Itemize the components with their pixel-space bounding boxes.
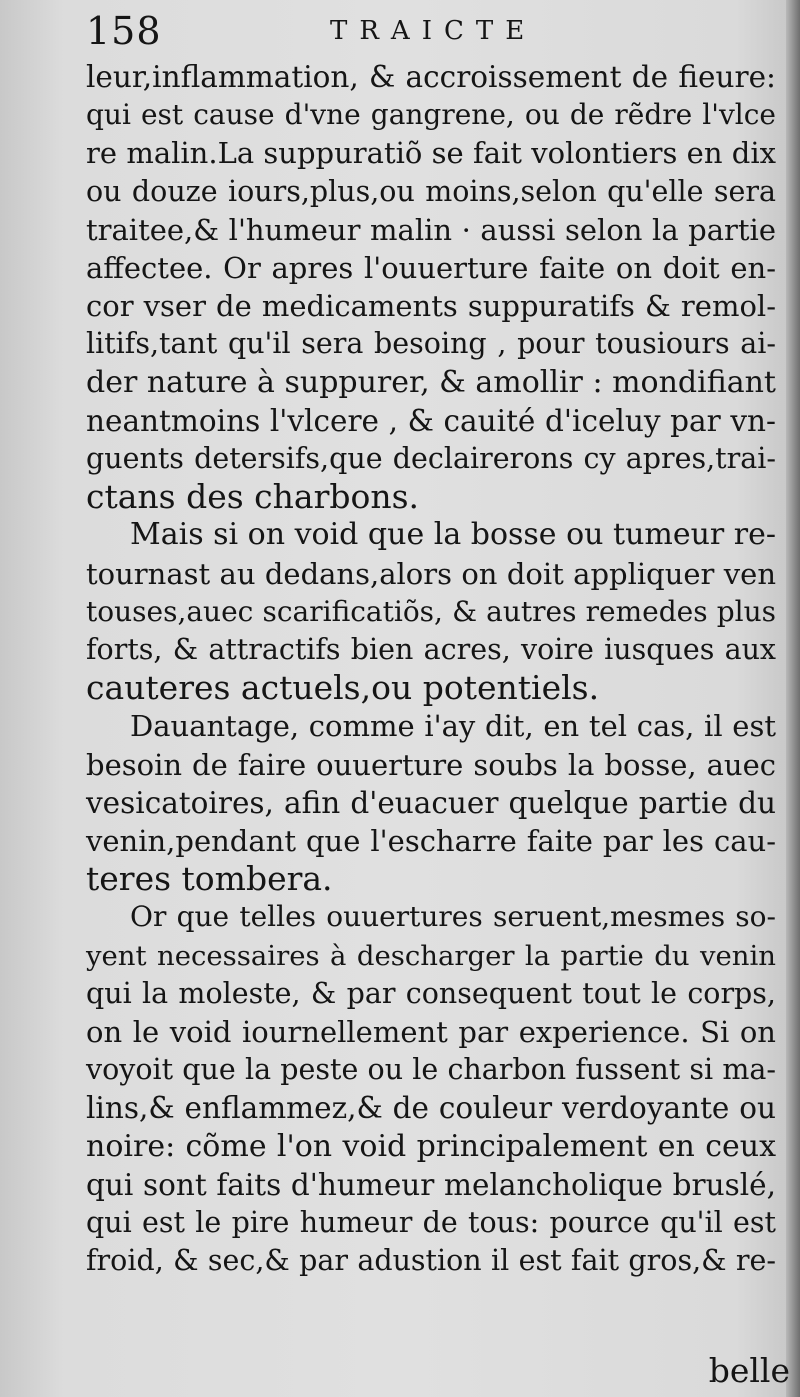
text-line: Mais si on void que la bosse ou tumeur re-: [130, 517, 777, 553]
text-line: ou douze iours,plus,ou moins,selon qu'elle sera: [86, 174, 776, 208]
text-line: froid, & sec,& par adustion il est fait gros,& re-: [86, 1244, 776, 1278]
text-line: neantmoins l'vlcere , & cauité d'iceluy par vn-: [86, 403, 776, 438]
text-line: guents detersifs,que declairerons cy apres,trai-: [86, 442, 776, 476]
text-line: teres tombera.: [86, 859, 333, 899]
text-body: [86, 58, 776, 1281]
text-line: on le void iournellement par experience. Si on: [86, 1015, 776, 1050]
text-line: leur,inflammation, & accroissement de fieure:: [86, 60, 776, 94]
page-gutter-shadow: [786, 0, 800, 1397]
text-line: Or que telles ouuertures seruent,mesmes so-: [130, 900, 776, 934]
text-line: affectee. Or apres l'ouuerture faite on doit en-: [86, 251, 776, 286]
text-line: yent necessaires à descharger la partie du venin: [86, 939, 776, 972]
text-line: cauteres actuels,ou potentiels.: [86, 668, 600, 708]
text-line: qui est le pire humeur de tous: pource qu'il est: [86, 1206, 776, 1240]
text-line: voyoit que la peste ou le charbon fussent si ma-: [86, 1053, 776, 1087]
text-line: qui la moleste, & par consequent tout le corps,: [86, 976, 776, 1010]
text-line: venin,pendant que l'escharre faite par les cau-: [86, 824, 776, 859]
text-line: noire: cõme l'on void principalement en ceux: [86, 1128, 776, 1164]
paragraph-4: [86, 898, 776, 1280]
text-line: lins,& enflammez,& de couleur verdoyante ou: [86, 1091, 776, 1126]
text-line: Dauantage, comme i'ay dit, en tel cas, il est: [130, 709, 776, 744]
text-line: forts, & attractifs bien acres, voire iusques aux: [86, 633, 776, 667]
text-line: traitee,& l'humeur malin · aussi selon la partie: [86, 212, 776, 247]
text-line: qui sont faits d'humeur melancholique bruslé,: [86, 1167, 776, 1202]
text-line: besoin de faire ouuerture soubs la bosse, auec: [86, 747, 776, 782]
text-line: der nature à suppurer, & amollir : mondifiant: [86, 364, 776, 400]
text-line: re malin.La suppuratiõ se fait volontiers en dix: [86, 136, 776, 171]
catchword: belle: [708, 1351, 790, 1390]
text-line: tournast au dedans,alors on doit appliquer ven: [86, 556, 776, 591]
text-line: litifs,tant qu'il sera besoing , pour tousiours ai-: [86, 327, 776, 361]
text-line: touses,auec scarificatiõs, & autres remedes plus: [86, 594, 776, 628]
text-line: ctans des charbons.: [86, 477, 420, 517]
paragraph-3: [86, 707, 776, 898]
text-line: vesicatoires, afin d'euacuer quelque partie du: [86, 785, 776, 820]
running-head: [86, 8, 776, 54]
text-line: qui est cause d'vne gangrene, ou de rẽdre l'vlce: [86, 98, 776, 132]
text-line: cor vser de medicaments suppuratifs & remol-: [86, 289, 776, 324]
page-number: 158: [86, 9, 162, 53]
paragraph-2: [86, 516, 776, 707]
running-title: TRAICTE: [330, 16, 537, 46]
paragraph-1: [86, 58, 776, 516]
